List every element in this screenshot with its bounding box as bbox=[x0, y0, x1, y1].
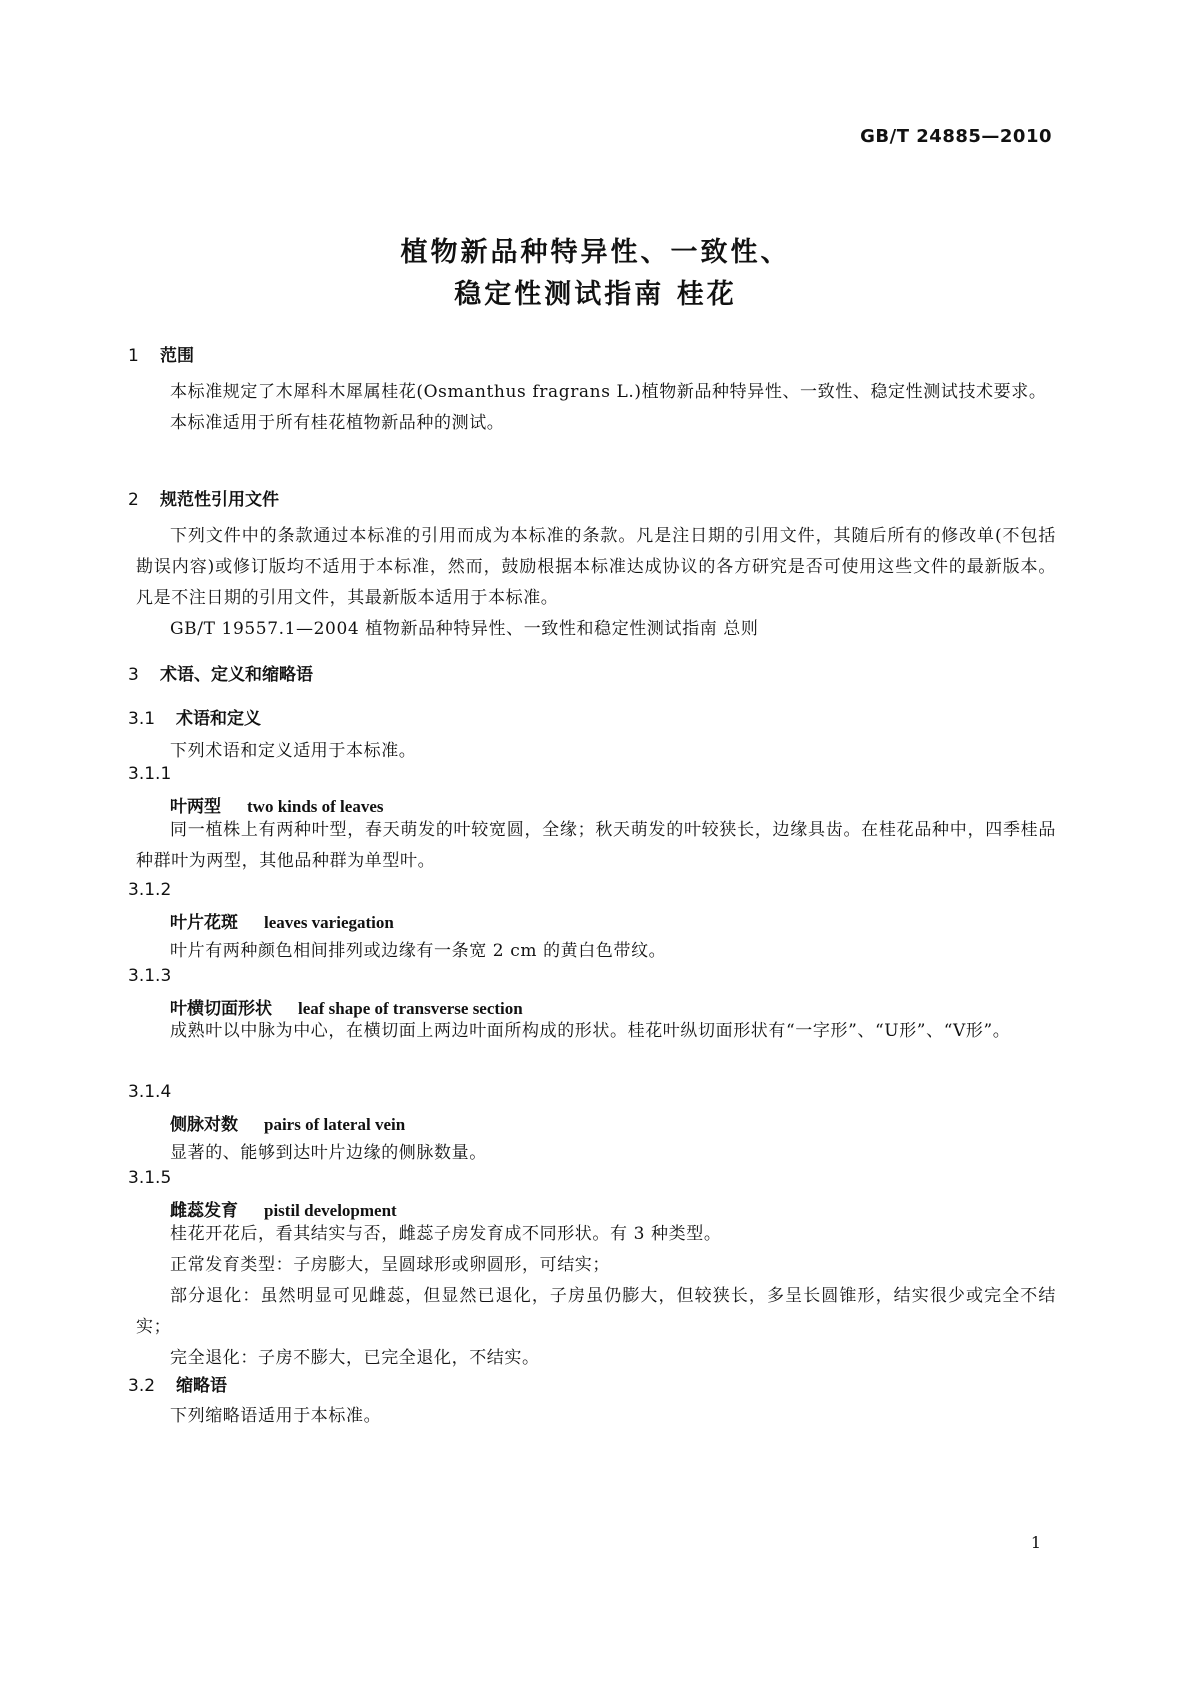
term-en: pistil development bbox=[264, 1201, 397, 1220]
paragraph: 部分退化：虽然明显可见雌蕊，但显然已退化，子房虽仍膨大，但较狭长，多呈长圆锥形，结实很少或完全不结实； bbox=[136, 1286, 1056, 1337]
section-title: 术语、定义和缩略语 bbox=[160, 665, 313, 685]
term-two-kinds-of-leaves bbox=[170, 792, 383, 817]
term-zh: 雌蕊发育 bbox=[170, 1201, 238, 1221]
paragraph: 下列文件中的条款通过本标准的引用而成为本标准的条款。凡是注日期的引用文件，其随后所有的修改单(不包括勘误内容)或修订版均不适用于本标准，然而，鼓励根据本标准达成协议的各方研究是否可使用这些文件的最新版本。凡是不注日期的引用文件，其最新版本适用于本标准。 bbox=[136, 526, 1056, 608]
subsection-number: 3.2 bbox=[128, 1376, 156, 1396]
term-en: leaf shape of transverse section bbox=[298, 999, 523, 1018]
clause-number-3-1-3: 3.1.3 bbox=[128, 966, 172, 986]
page-number: 1 bbox=[1030, 1533, 1041, 1552]
paragraph: 成熟叶以中脉为中心，在横切面上两边叶面所构成的形状。桂花叶纵切面形状有“一字形”、“U形”、“V形”。 bbox=[170, 1021, 1011, 1041]
term-zh: 侧脉对数 bbox=[170, 1115, 238, 1135]
paragraph: 本标准适用于所有桂花植物新品种的测试。 bbox=[170, 413, 505, 433]
paragraph: 叶片有两种颜色相间排列或边缘有一条宽 2 cm 的黄白色带纹。 bbox=[170, 941, 667, 961]
section-title: 范围 bbox=[160, 346, 194, 366]
term-pistil-development bbox=[170, 1196, 397, 1221]
section-title: 规范性引用文件 bbox=[160, 490, 279, 510]
subsection-number: 3.1 bbox=[128, 709, 156, 729]
definition-3-1-3 bbox=[136, 1016, 1056, 1047]
paragraph: 正常发育类型：子房膨大，呈圆球形或卵圆形，可结实； bbox=[170, 1255, 610, 1275]
section-1-heading bbox=[128, 341, 194, 366]
paragraph: 本标准规定了木犀科木犀属桂花(Osmanthus fragrans L.)植物新品种特异性、一致性、稳定性测试技术要求。 bbox=[170, 382, 1047, 402]
paragraph: 同一植株上有两种叶型，春天萌发的叶较宽圆，全缘；秋天萌发的叶较狭长，边缘具齿。在桂花品种中，四季桂品种群叶为两型，其他品种群为单型叶。 bbox=[136, 820, 1056, 871]
clause-number-3-1-5: 3.1.5 bbox=[128, 1168, 172, 1188]
term-zh: 叶两型 bbox=[170, 797, 221, 817]
term-zh: 叶片花斑 bbox=[170, 913, 238, 933]
subsection-title: 缩略语 bbox=[176, 1376, 227, 1396]
section-number: 3 bbox=[128, 665, 139, 685]
document-title-line-2: 稳定性测试指南 桂花 bbox=[454, 279, 737, 310]
clause-number-3-1-4: 3.1.4 bbox=[128, 1082, 172, 1102]
term-en: pairs of lateral vein bbox=[264, 1115, 406, 1134]
normative-reference: GB/T 19557.1—2004 植物新品种特异性、一致性和稳定性测试指南 总则 bbox=[170, 619, 759, 639]
clause-number-3-1-2: 3.1.2 bbox=[128, 880, 172, 900]
paragraph: 下列术语和定义适用于本标准。 bbox=[170, 741, 417, 761]
section-2-heading bbox=[128, 485, 279, 510]
document-title-line-1: 植物新品种特异性、一致性、 bbox=[400, 237, 791, 268]
term-en: two kinds of leaves bbox=[247, 797, 384, 816]
section-2-body bbox=[136, 521, 1056, 645]
term-zh: 叶横切面形状 bbox=[170, 999, 272, 1019]
subsection-3-1-heading bbox=[128, 704, 261, 729]
standard-code: GB/T 24885—2010 bbox=[860, 126, 1052, 147]
section-number: 2 bbox=[128, 490, 139, 510]
section-1-body bbox=[136, 377, 1056, 439]
section-number: 1 bbox=[128, 346, 139, 366]
subsection-3-2-heading bbox=[128, 1371, 227, 1396]
term-en: leaves variegation bbox=[264, 913, 394, 932]
paragraph: 显著的、能够到达叶片边缘的侧脉数量。 bbox=[170, 1143, 487, 1163]
paragraph: 完全退化：子房不膨大，已完全退化，不结实。 bbox=[170, 1348, 540, 1368]
definition-3-1-1 bbox=[136, 815, 1056, 877]
paragraph: 桂花开花后，看其结实与否，雌蕊子房发育成不同形状。有 3 种类型。 bbox=[170, 1224, 722, 1244]
term-pairs-of-lateral-vein bbox=[170, 1110, 405, 1135]
clause-number-3-1-1: 3.1.1 bbox=[128, 764, 172, 784]
definition-3-1-5 bbox=[136, 1219, 1056, 1374]
paragraph: 下列缩略语适用于本标准。 bbox=[170, 1406, 382, 1426]
term-leaves-variegation bbox=[170, 908, 394, 933]
section-3-heading bbox=[128, 660, 313, 685]
subsection-title: 术语和定义 bbox=[176, 709, 261, 729]
